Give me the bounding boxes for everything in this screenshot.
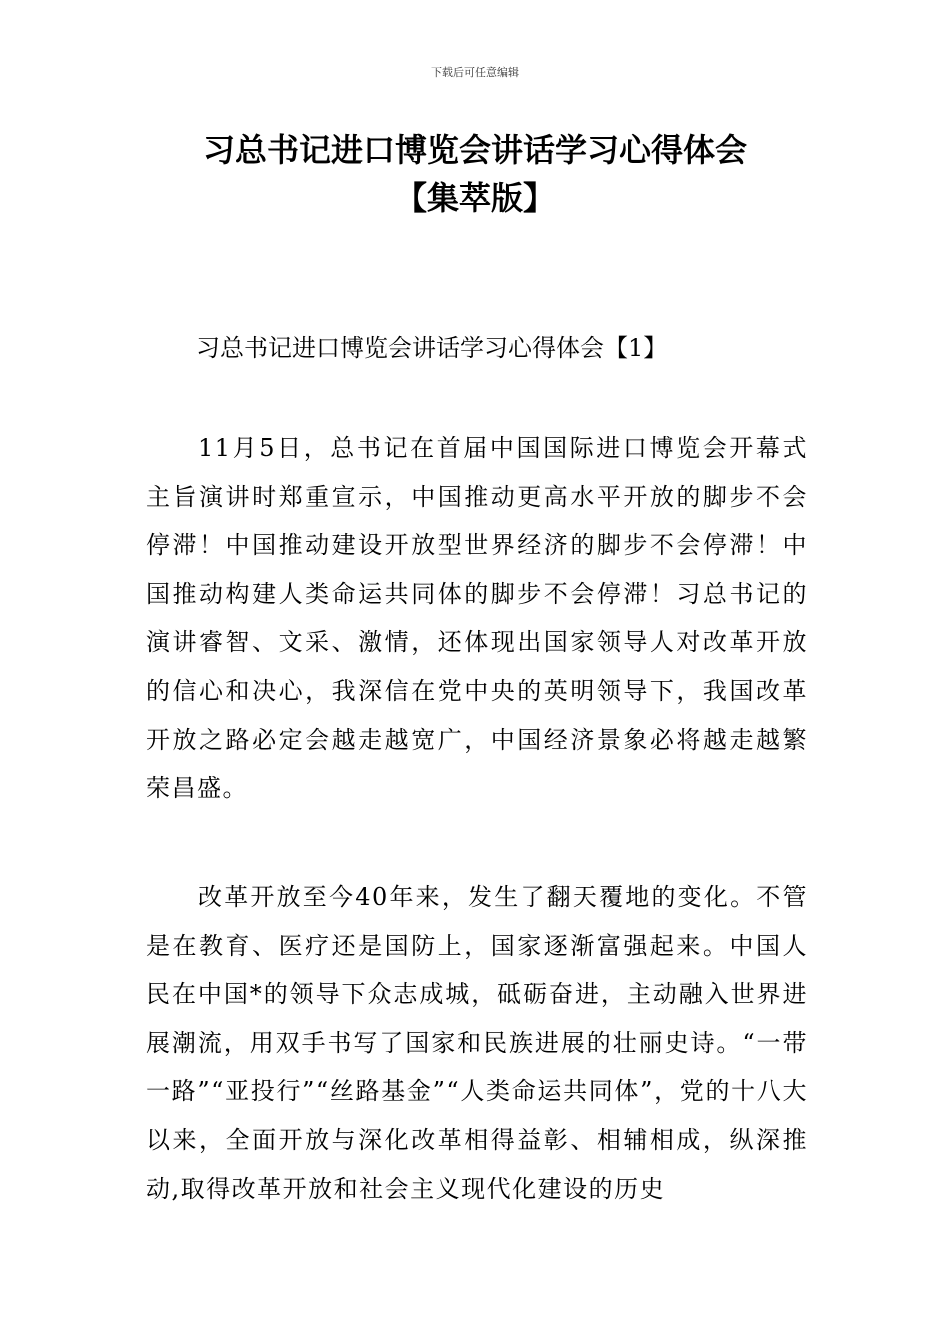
title-line-2: 【集萃版】 [394,179,555,217]
section-heading: 习总书记进口博览会讲话学习心得体会【1】 [196,334,668,362]
document-title [100,126,850,222]
title-line-1: 习总书记进口博览会讲话学习心得体会 [202,131,747,169]
header-note: 下载后可任意编辑 [431,66,519,79]
paragraph-2: 改革开放至今40年来，发生了翻天覆地的变化。不管是在教育、医疗还是国防上，国家逐渐富强起来。中国人民在中国*的领导下众志成城，砥砺奋进，主动融入世界进展潮流，用双手书写了国家和民族进展的壮丽史诗。“一带一路”“亚投行”“丝路基金”“人类命运共同体”，党的十八大以来，全面开放与深化改革相得益彰、相辅相成，纵深推动,取得改革开放和社会主义现代化建设的历史 [146,883,808,1203]
paragraph-1: 11月5日，总书记在首届中国国际进口博览会开幕式主旨演讲时郑重宣示，中国推动更高水平开放的脚步不会停滞！中国推动建设开放型世界经济的脚步不会停滞！中国推动构建人类命运共同体的脚步不会停滞！习总书记的演讲睿智、文采、激情，还体现出国家领导人对改革开放的信心和决心，我深信在党中央的英明领导下，我国改革开放之路必定会越走越宽广，中国经济景象必将越走越繁荣昌盛。 [146,434,808,803]
